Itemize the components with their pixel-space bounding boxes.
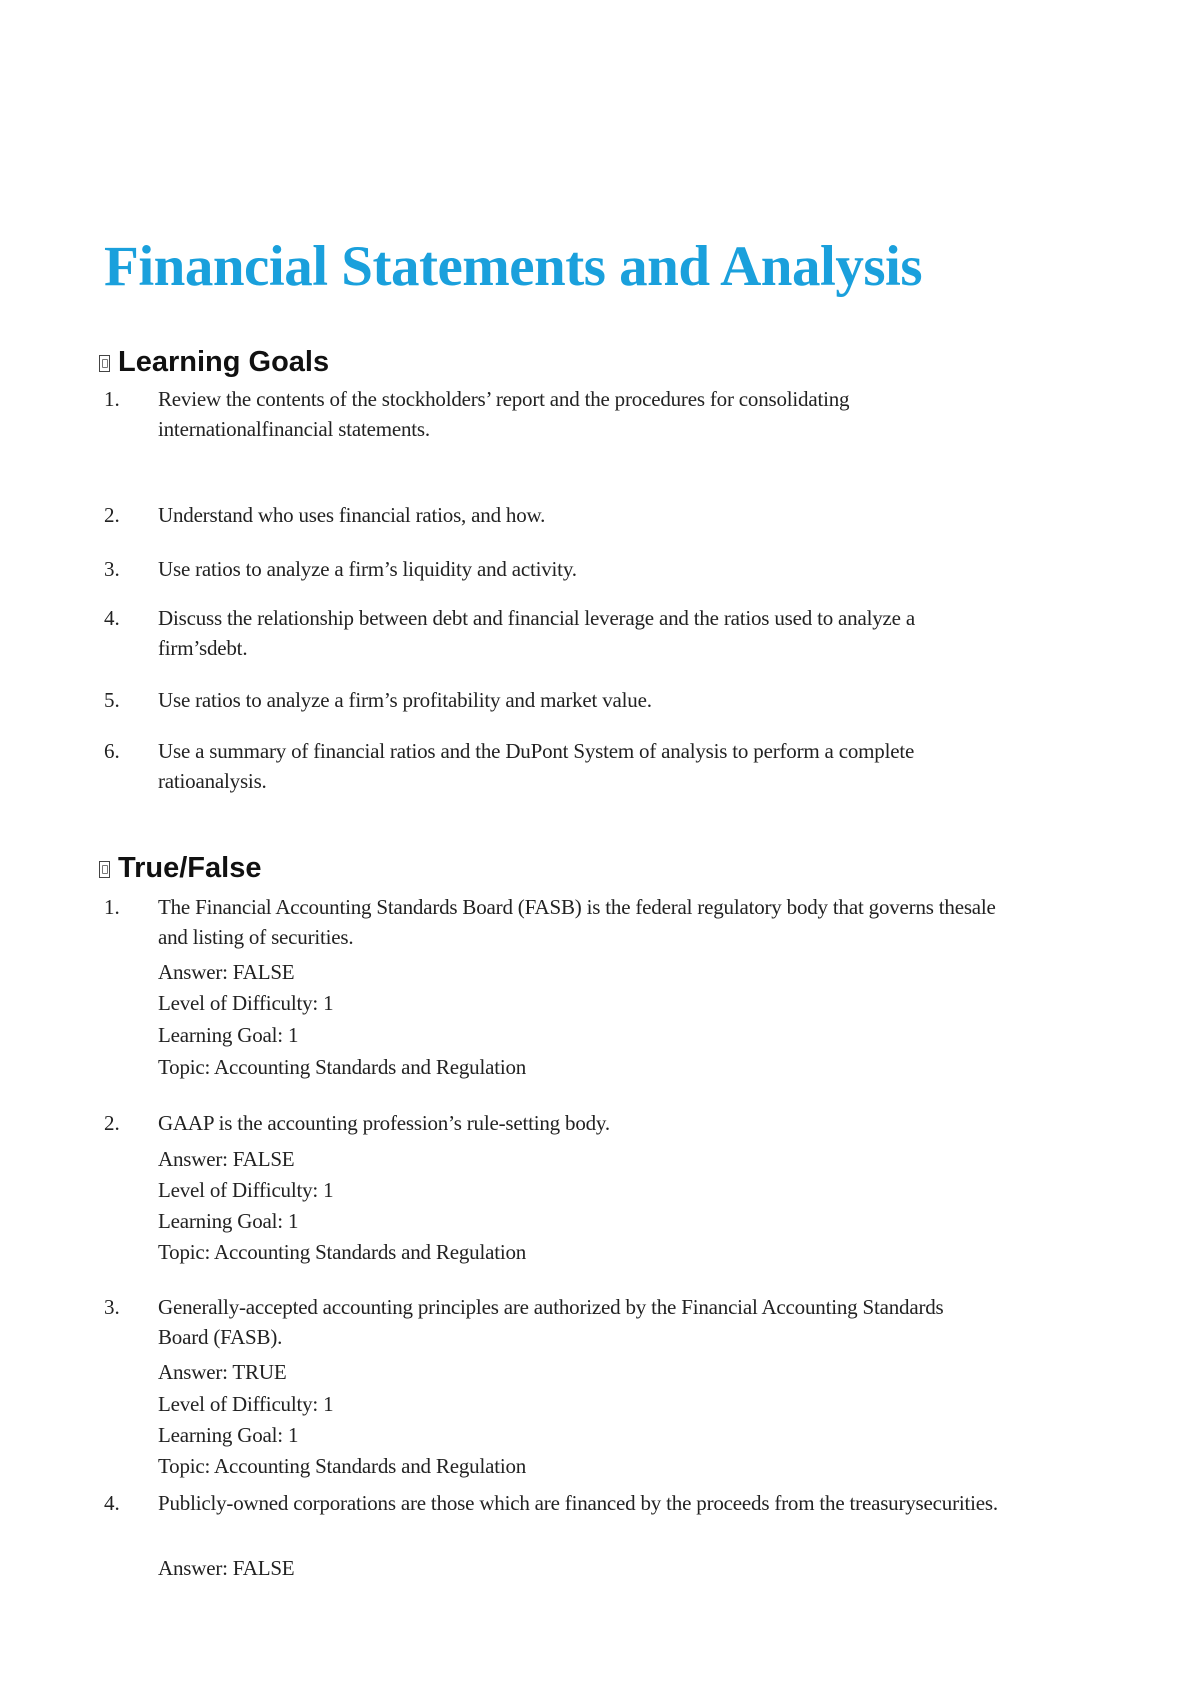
item-number: 3. — [104, 557, 120, 581]
item-text: Use ratios to analyze a firm’s profitability and market value. — [158, 688, 652, 712]
learning-goals-heading-label: Learning Goals — [118, 346, 330, 378]
topic-text: Topic: Accounting Standards and Regulation — [158, 1454, 527, 1478]
document-title: Financial Statements and Analysis — [104, 235, 923, 298]
item-number: 1. — [104, 387, 120, 411]
item-text: Review the contents of the stockholders’ report and the procedures for consolidating internationalfinancial statements. — [158, 387, 850, 441]
question-text: Generally-accepted accounting principles are authorized by the Financial Accounting Standards Board (FASB). — [158, 1295, 944, 1349]
item-text: Discuss the relationship between debt and financial leverage and the ratios used to analyze a firm’sdebt. — [158, 606, 915, 660]
item-number: 6. — [104, 739, 120, 763]
question-text: GAAP is the accounting profession’s rule-setting body. — [158, 1111, 610, 1135]
item-number: 2. — [104, 503, 120, 527]
true-false-heading — [99, 854, 261, 883]
question-text: Publicly-owned corporations are those which are financed by the proceeds from the treasurysecurities. — [158, 1491, 998, 1515]
true-false-heading-label: True/False — [118, 852, 262, 884]
difficulty-text: Level of Difficulty: 1 — [158, 991, 334, 1015]
learning-goal-text: Learning Goal: 1 — [158, 1023, 299, 1047]
item-number: 4. — [104, 606, 120, 630]
answer-text: Answer: FALSE — [158, 1556, 295, 1580]
document-icon — [99, 861, 110, 878]
item-number: 2. — [104, 1111, 120, 1135]
answer-text: Answer: FALSE — [158, 1147, 295, 1171]
learning-goal-text: Learning Goal: 1 — [158, 1423, 299, 1447]
learning-goal-text: Learning Goal: 1 — [158, 1209, 299, 1233]
answer-text: Answer: TRUE — [158, 1360, 287, 1384]
item-text: Use a summary of financial ratios and the DuPont System of analysis to perform a complete ratioanalysis. — [158, 739, 915, 793]
document-icon — [99, 355, 110, 372]
item-number: 3. — [104, 1295, 120, 1319]
item-number: 4. — [104, 1491, 120, 1515]
difficulty-text: Level of Difficulty: 1 — [158, 1392, 334, 1416]
question-text: The Financial Accounting Standards Board (FASB) is the federal regulatory body that governs thesale and listing of securities. — [158, 895, 996, 949]
topic-text: Topic: Accounting Standards and Regulation — [158, 1240, 527, 1264]
item-text: Understand who uses financial ratios, and how. — [158, 503, 546, 527]
difficulty-text: Level of Difficulty: 1 — [158, 1178, 334, 1202]
item-number: 1. — [104, 895, 120, 919]
answer-text: Answer: FALSE — [158, 960, 295, 984]
item-number: 5. — [104, 688, 120, 712]
topic-text: Topic: Accounting Standards and Regulation — [158, 1055, 527, 1079]
item-text: Use ratios to analyze a firm’s liquidity and activity. — [158, 557, 577, 581]
learning-goals-heading — [99, 348, 329, 377]
